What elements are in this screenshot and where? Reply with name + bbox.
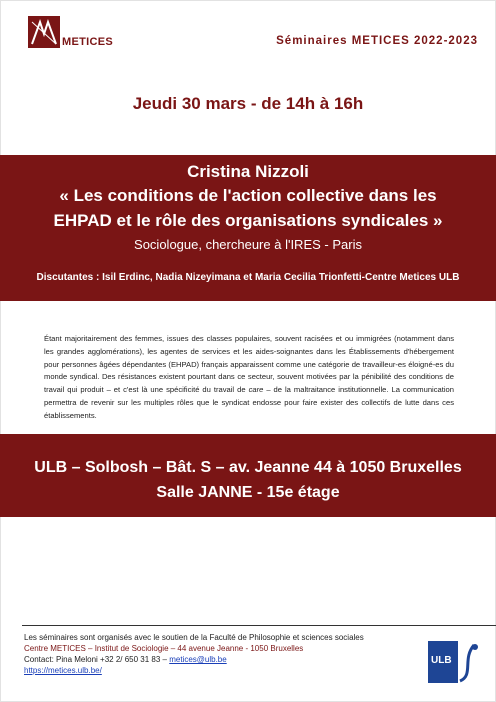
abstract-text-1: Étant majoritairement des femmes, issues des classes populaires, souvent racisées et ou immigrées (notamment dans les grandes agglomérations), les agentes de services et les aides-soignantes dans les Établissements d'hébergement pour personnes âgées dépendantes (EHPAD) français apparaissent comme une catégorie de travailleur-es éloigné-es du monde syndical. Des résistances existent pourtant dans ce secteur, souvent motivées par la pénibilité des conditions de travail qui produit – et c'est là une spécificité du travail de <box>44 334 454 395</box>
ulb-logo-text: ULB <box>431 655 452 666</box>
footer-support-line: Les séminaires sont organisés avec le soutien de la Faculté de Philosophie et sciences sociales <box>24 633 364 642</box>
footer-divider <box>22 625 496 626</box>
ulb-logo-mark <box>458 641 480 683</box>
footer-address-line: Centre METICES – Institut de Sociologie – 44 avenue Jeanne - 1050 Bruxelles <box>24 644 304 653</box>
event-banner <box>0 155 496 301</box>
speaker-role: Sociologue, chercheure à l'IRES - Paris <box>134 237 362 252</box>
talk-title-line-2: EHPAD et le rôle des organisations syndicales » <box>53 211 443 230</box>
ulb-logo-box <box>428 641 458 683</box>
abstract-text-2: – de la maltraitance institutionnelle. La communication permettra de revenir sur les multiples rôles que le syndicat endosse pour faire exister des collectifs de lutte dans ces établissements. <box>44 385 454 420</box>
location-banner <box>0 434 496 517</box>
ulb-logo <box>428 641 480 683</box>
footer-contact-text: Contact: Pina Meloni +32 2/ 650 31 83 – <box>24 655 170 664</box>
location-address: ULB – Solbosh – Bât. S – av. Jeanne 44 à 1050 Bruxelles <box>34 459 462 476</box>
speaker-name: Cristina Nizzoli <box>187 162 309 181</box>
series-title: Séminaires METICES 2022-2023 <box>276 35 478 47</box>
footer-contact-line <box>24 654 424 665</box>
discussants: Discutantes : Isil Erdinc, Nadia Nizeyimana et Maria Cecilia Trionfetti-Centre Metices ULB <box>36 272 460 283</box>
metices-logo-mark <box>28 16 60 48</box>
location-room: Salle JANNE - 15e étage <box>156 484 340 501</box>
event-date: Jeudi 30 mars - de 14h à 16h <box>132 94 364 113</box>
abstract-paragraph <box>44 333 454 423</box>
talk-title-line-1: « Les conditions de l'action collective dans les <box>59 186 437 205</box>
abstract-italic: care <box>248 385 264 395</box>
footer <box>24 632 424 676</box>
metices-logo <box>28 16 113 52</box>
website-link[interactable]: https://metices.ulb.be/ <box>24 666 102 675</box>
metices-logo-text: METICES <box>62 36 113 48</box>
email-link[interactable]: metices@ulb.be <box>169 655 227 664</box>
